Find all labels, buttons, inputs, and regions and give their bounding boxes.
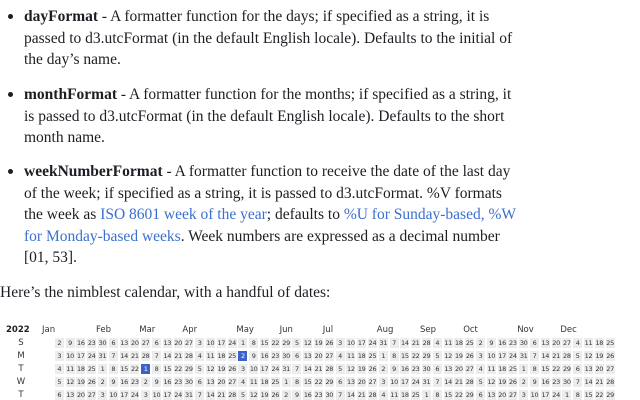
day-cell: 28 — [563, 352, 571, 360]
day-cell: 15 — [584, 391, 593, 399]
day-cell: 18 — [217, 352, 226, 360]
day-cell: 30 — [325, 391, 334, 399]
day-cell: 9 — [152, 377, 161, 387]
day-cell: 15 — [401, 352, 409, 360]
day-cell: 24 — [271, 365, 280, 373]
day-cell: 17 — [541, 391, 550, 399]
day-cell: 5 — [238, 390, 247, 400]
day-cell: 14 — [303, 365, 312, 373]
day-cell: 10 — [487, 352, 496, 360]
day-cell: 9 — [292, 390, 301, 400]
day-cell: 8 — [390, 351, 399, 361]
day-cell: 19 — [77, 378, 85, 386]
day-cell: 6 — [530, 338, 539, 348]
day-cell: 18 — [260, 378, 269, 386]
day-cell: 16 — [260, 352, 269, 360]
option-description: - A formatter function for the days; if specified as a string, it is passed to d3.utcFormat (in the default English locale). Defaults to the initial of the day’s name. — [24, 8, 513, 68]
day-cell: 28 — [606, 378, 614, 386]
day-cell: 27 — [325, 352, 334, 360]
day-cell: 26 — [228, 365, 236, 373]
month-label: Apr — [182, 325, 198, 335]
day-cell: 15 — [444, 391, 452, 399]
day-cell: 8 — [152, 364, 161, 374]
day-cell: 17 — [120, 391, 128, 399]
day-cell: 20 — [552, 339, 560, 347]
day-cell: 30 — [563, 378, 571, 386]
day-cell: 15 — [163, 365, 172, 373]
day-cell: 20 — [498, 391, 506, 399]
day-cell: 3 — [519, 390, 528, 400]
day-cell: 31 — [185, 391, 193, 399]
day-cell: 7 — [292, 364, 301, 374]
day-cell: 6 — [336, 377, 345, 387]
day-cell: 11 — [584, 339, 593, 347]
day-cell: 4 — [336, 351, 345, 361]
day-cell: 24 — [552, 391, 560, 399]
day-cell: 21 — [217, 391, 226, 399]
day-cell: 31 — [379, 339, 388, 347]
day-cell: 10 — [530, 391, 539, 399]
day-cell: 21 — [552, 352, 560, 360]
day-cell: 5 — [55, 377, 64, 387]
day-cell: 15 — [303, 378, 312, 386]
day-cell: 13 — [487, 391, 496, 399]
day-cell: 5 — [476, 377, 485, 387]
day-cell: 18 — [357, 352, 366, 360]
day-cell: 4 — [476, 364, 485, 374]
day-cell: 12 — [206, 365, 215, 373]
day-cell: 1 — [562, 390, 571, 400]
day-cell: 3 — [98, 390, 107, 400]
day-cell: 29 — [325, 378, 334, 386]
day-cell: 30 — [185, 378, 193, 386]
day-cell: 22 — [552, 365, 560, 373]
option-description-cont: ; defaults to — [266, 206, 344, 223]
day-cell: 15 — [541, 365, 550, 373]
option-monthFormat — [24, 84, 524, 149]
day-cell: 17 — [77, 352, 85, 360]
option-name: weekNumberFormat — [24, 163, 163, 180]
day-cell: 2 — [476, 338, 485, 348]
day-cell: 10 — [347, 339, 355, 347]
day-cell: 14 — [444, 378, 452, 386]
day-cell: 8 — [433, 390, 442, 400]
day-cell: 13 — [584, 365, 593, 373]
day-cell: 3 — [336, 338, 345, 348]
day-cell: 22 — [595, 391, 604, 399]
day-cell: 13 — [163, 339, 172, 347]
day-cell: 21 — [314, 365, 323, 373]
day-cell: 12 — [584, 352, 593, 360]
day-cell: 10 — [390, 378, 398, 386]
day-cell: 20 — [217, 378, 226, 386]
day-cell: 27 — [185, 339, 193, 347]
day-cell: 24 — [509, 352, 517, 360]
marked-day-cell: 2 — [238, 351, 247, 361]
intro-text: Here’s the nimblest calendar, with a handful of dates: — [0, 284, 331, 301]
day-cell: 23 — [552, 378, 560, 386]
day-cell: 5 — [433, 351, 442, 361]
day-cell: 26 — [368, 365, 377, 373]
option-dayFormat — [24, 6, 524, 71]
day-cell: 3 — [379, 377, 388, 387]
day-cell: 22 — [314, 378, 323, 386]
day-cell: 9 — [487, 338, 496, 348]
day-cell: 6 — [292, 351, 301, 361]
day-cell: 14 — [120, 352, 128, 360]
day-cell: 14 — [541, 352, 550, 360]
day-cell: 26 — [271, 391, 280, 399]
option-description: - A formatter function to receive the date of the last day of the week; if specified as a string, it is passed to d3.utcFormat. %V formats the week as — [24, 163, 511, 223]
day-cell: 29 — [563, 365, 571, 373]
day-cell: 26 — [465, 352, 474, 360]
day-cell: 16 — [498, 339, 506, 347]
day-cell: 8 — [573, 390, 582, 400]
day-cell: 26 — [325, 339, 334, 347]
weekday-label: S — [18, 338, 24, 348]
day-cell: 24 — [87, 352, 96, 360]
day-cell: 1 — [98, 364, 107, 374]
day-cell: 25 — [87, 365, 96, 373]
day-cell: 2 — [519, 377, 528, 387]
day-cell: 4 — [55, 364, 64, 374]
day-cell: 9 — [249, 351, 258, 361]
day-cell: 25 — [465, 339, 474, 347]
day-cell: 27 — [87, 391, 96, 399]
option-description: - A formatter function for the months; if specified as a string, it is passed to d3.utcFormat (in the default English locale). Defaults to the short month name. — [24, 86, 512, 146]
day-cell: 18 — [498, 365, 506, 373]
day-cell: 6 — [195, 377, 204, 387]
day-cell: 7 — [336, 390, 345, 400]
day-cell: 19 — [595, 352, 604, 360]
day-cell: 2 — [282, 390, 291, 400]
weekday-label: T — [18, 364, 24, 374]
day-cell: 7 — [195, 390, 204, 400]
day-cell: 27 — [228, 378, 236, 386]
day-cell: 22 — [131, 365, 139, 373]
month-label: Jul — [322, 325, 334, 335]
marked-day-cell: 1 — [141, 364, 150, 374]
day-cell: 23 — [411, 365, 420, 373]
day-cell: 10 — [109, 391, 118, 399]
day-cell: 29 — [465, 391, 474, 399]
iso-8601-week-link[interactable]: ISO 8601 week of the year — [100, 206, 267, 223]
day-cell: 12 — [303, 339, 312, 347]
day-cell: 30 — [98, 339, 107, 347]
day-cell: 16 — [77, 339, 85, 347]
day-cell: 19 — [217, 365, 226, 373]
day-cell: 20 — [595, 365, 604, 373]
calendar-year-label: 2022 — [6, 325, 30, 335]
day-cell: 28 — [141, 352, 150, 360]
day-cell: 22 — [271, 339, 280, 347]
month-label: Sep — [420, 325, 437, 335]
day-cell: 21 — [357, 391, 366, 399]
day-cell: 23 — [271, 352, 280, 360]
day-cell: 14 — [347, 391, 355, 399]
day-cell: 19 — [498, 378, 506, 386]
day-cell: 12 — [249, 391, 258, 399]
day-cell: 27 — [563, 339, 571, 347]
month-label: Aug — [376, 325, 394, 335]
calendar-chart — [0, 322, 640, 400]
day-cell: 25 — [271, 378, 280, 386]
day-cell: 24 — [368, 339, 377, 347]
day-cell: 13 — [206, 378, 215, 386]
day-cell: 27 — [141, 339, 150, 347]
day-cell: 27 — [509, 391, 517, 399]
day-cell: 25 — [228, 352, 236, 360]
day-cell: 24 — [228, 339, 236, 347]
day-cell: 11 — [444, 339, 452, 347]
day-cell: 23 — [314, 391, 323, 399]
day-cell: 19 — [455, 352, 463, 360]
day-cell: 11 — [487, 365, 496, 373]
day-cell: 20 — [314, 352, 323, 360]
day-cell: 10 — [152, 391, 161, 399]
day-cell: 9 — [66, 338, 75, 348]
day-cell: 8 — [292, 377, 301, 387]
day-cell: 8 — [530, 364, 539, 374]
day-cell: 10 — [249, 365, 258, 373]
day-cell: 6 — [109, 338, 118, 348]
day-cell: 13 — [66, 391, 74, 399]
day-cell: 31 — [98, 352, 107, 360]
day-cell: 6 — [573, 364, 582, 374]
day-cell: 1 — [379, 351, 388, 361]
day-cell: 14 — [163, 352, 172, 360]
day-cell: 1 — [282, 377, 291, 387]
day-cell: 17 — [217, 339, 226, 347]
day-cell: 20 — [77, 391, 85, 399]
day-cell: 25 — [509, 365, 517, 373]
day-cell: 3 — [55, 351, 64, 361]
option-name: monthFormat — [24, 86, 117, 103]
day-cell: 26 — [606, 352, 614, 360]
day-cell: 7 — [530, 351, 539, 361]
day-cell: 23 — [87, 339, 96, 347]
month-label: Oct — [463, 325, 478, 335]
day-cell: 20 — [357, 378, 366, 386]
day-cell: 31 — [422, 378, 431, 386]
month-label: May — [236, 325, 254, 335]
day-cell: 25 — [368, 352, 377, 360]
day-cell: 12 — [347, 365, 355, 373]
day-cell: 18 — [595, 339, 604, 347]
day-cell: 9 — [109, 377, 118, 387]
day-cell: 24 — [411, 378, 420, 386]
day-cell: 5 — [336, 364, 345, 374]
day-cell: 7 — [433, 377, 442, 387]
day-cell: 2 — [98, 377, 107, 387]
day-cell: 3 — [195, 338, 204, 348]
day-cell: 22 — [455, 391, 463, 399]
day-cell: 22 — [411, 352, 420, 360]
day-cell: 6 — [55, 390, 64, 400]
day-cell: 1 — [238, 338, 247, 348]
day-cell: 14 — [584, 378, 593, 386]
day-cell: 17 — [498, 352, 506, 360]
day-cell: 12 — [444, 352, 452, 360]
day-cell: 21 — [174, 352, 182, 360]
day-cell: 30 — [282, 352, 290, 360]
day-cell: 8 — [109, 364, 118, 374]
day-cell: 25 — [606, 339, 614, 347]
day-cell: 12 — [66, 378, 74, 386]
day-cell: 3 — [141, 390, 150, 400]
month-label: Mar — [139, 325, 156, 335]
day-cell: 30 — [519, 339, 528, 347]
day-cell: 24 — [131, 391, 139, 399]
day-cell: 19 — [357, 365, 366, 373]
day-cell: 18 — [401, 391, 409, 399]
day-cell: 23 — [131, 378, 139, 386]
month-label: Dec — [560, 325, 577, 335]
month-label: Jun — [279, 325, 293, 335]
day-cell: 26 — [87, 378, 96, 386]
day-cell: 17 — [357, 339, 366, 347]
day-cell: 13 — [347, 378, 355, 386]
day-cell: 29 — [422, 352, 431, 360]
day-cell: 27 — [368, 378, 377, 386]
day-cell: 29 — [282, 339, 290, 347]
day-cell: 17 — [260, 365, 269, 373]
day-cell: 14 — [206, 391, 215, 399]
day-cell: 19 — [314, 339, 323, 347]
month-label: Nov — [517, 325, 534, 335]
day-cell: 2 — [55, 338, 64, 348]
day-cell: 19 — [260, 391, 269, 399]
day-cell: 6 — [476, 390, 485, 400]
weekday-label: T — [18, 390, 24, 400]
option-weekNumberFormat — [24, 161, 524, 269]
day-cell: 29 — [606, 391, 614, 399]
day-cell: 18 — [77, 365, 85, 373]
weekday-label: M — [17, 351, 25, 361]
day-cell: 21 — [411, 339, 420, 347]
month-label: Jan — [42, 325, 56, 335]
day-cell: 3 — [476, 351, 485, 361]
day-cell: 4 — [379, 390, 388, 400]
day-cell: 2 — [379, 364, 388, 374]
day-cell: 7 — [573, 377, 582, 387]
day-cell: 28 — [465, 378, 474, 386]
day-cell: 7 — [152, 351, 161, 361]
day-cell: 24 — [174, 391, 182, 399]
day-cell: 31 — [282, 365, 290, 373]
weekday-label: W — [16, 377, 26, 387]
day-cell: 20 — [131, 339, 139, 347]
day-cell: 14 — [401, 339, 409, 347]
day-cell: 27 — [606, 365, 614, 373]
day-cell: 21 — [455, 378, 463, 386]
day-cell: 28 — [325, 365, 334, 373]
day-cell: 30 — [422, 365, 431, 373]
day-cell: 28 — [368, 391, 377, 399]
day-cell: 27 — [465, 365, 474, 373]
month-label: Feb — [96, 325, 112, 335]
day-cell: 18 — [455, 339, 463, 347]
sunday-monday-weeks-link[interactable]: %U for Sunday-based, %W for Monday-based weeks — [24, 206, 516, 245]
day-cell: 12 — [487, 378, 496, 386]
day-cell: 13 — [120, 339, 128, 347]
day-cell: 3 — [238, 364, 247, 374]
day-cell: 2 — [141, 377, 150, 387]
day-cell: 4 — [195, 351, 204, 361]
day-cell: 31 — [519, 352, 528, 360]
day-cell: 5 — [292, 338, 301, 348]
day-cell: 23 — [509, 339, 517, 347]
day-cell: 28 — [228, 391, 236, 399]
day-cell: 7 — [109, 351, 118, 361]
option-name: dayFormat — [24, 8, 99, 25]
day-cell: 16 — [541, 378, 550, 386]
day-cell: 17 — [163, 391, 172, 399]
day-cell: 17 — [401, 378, 409, 386]
day-cell: 22 — [174, 365, 182, 373]
day-cell: 8 — [249, 338, 258, 348]
day-cell: 16 — [303, 391, 312, 399]
day-cell: 16 — [401, 365, 409, 373]
day-cell: 13 — [541, 339, 550, 347]
day-cell: 4 — [433, 338, 442, 348]
day-cell: 26 — [509, 378, 517, 386]
day-cell: 15 — [260, 339, 269, 347]
day-cell: 7 — [390, 338, 399, 348]
day-cell: 21 — [131, 352, 139, 360]
day-cell: 10 — [206, 339, 215, 347]
day-cell: 20 — [455, 365, 463, 373]
day-cell: 5 — [195, 364, 204, 374]
day-cell: 11 — [249, 378, 258, 386]
day-cell: 11 — [206, 352, 215, 360]
day-cell: 25 — [411, 391, 420, 399]
day-cell: 10 — [66, 352, 74, 360]
option-description-end: . Week numbers are expressed as a decimal number [01, 53]. — [24, 227, 500, 266]
day-cell: 29 — [185, 365, 193, 373]
day-cell: 1 — [422, 390, 431, 400]
day-cell: 23 — [174, 378, 182, 386]
day-cell: 1 — [519, 364, 528, 374]
day-cell: 11 — [66, 365, 74, 373]
day-cell: 16 — [120, 378, 128, 386]
day-cell: 9 — [390, 364, 399, 374]
day-cell: 5 — [573, 351, 582, 361]
day-cell: 28 — [185, 352, 193, 360]
day-cell: 6 — [152, 338, 161, 348]
day-cell: 11 — [347, 352, 355, 360]
day-cell: 11 — [390, 391, 398, 399]
day-cell: 9 — [530, 377, 539, 387]
day-cell: 15 — [120, 365, 128, 373]
day-cell: 13 — [303, 352, 312, 360]
day-cell: 20 — [174, 339, 182, 347]
day-cell: 16 — [163, 378, 172, 386]
day-cell: 6 — [433, 364, 442, 374]
day-cell: 21 — [595, 378, 604, 386]
day-cell: 4 — [238, 377, 247, 387]
day-cell: 4 — [573, 338, 582, 348]
day-cell: 13 — [444, 365, 452, 373]
day-cell: 28 — [422, 339, 431, 347]
